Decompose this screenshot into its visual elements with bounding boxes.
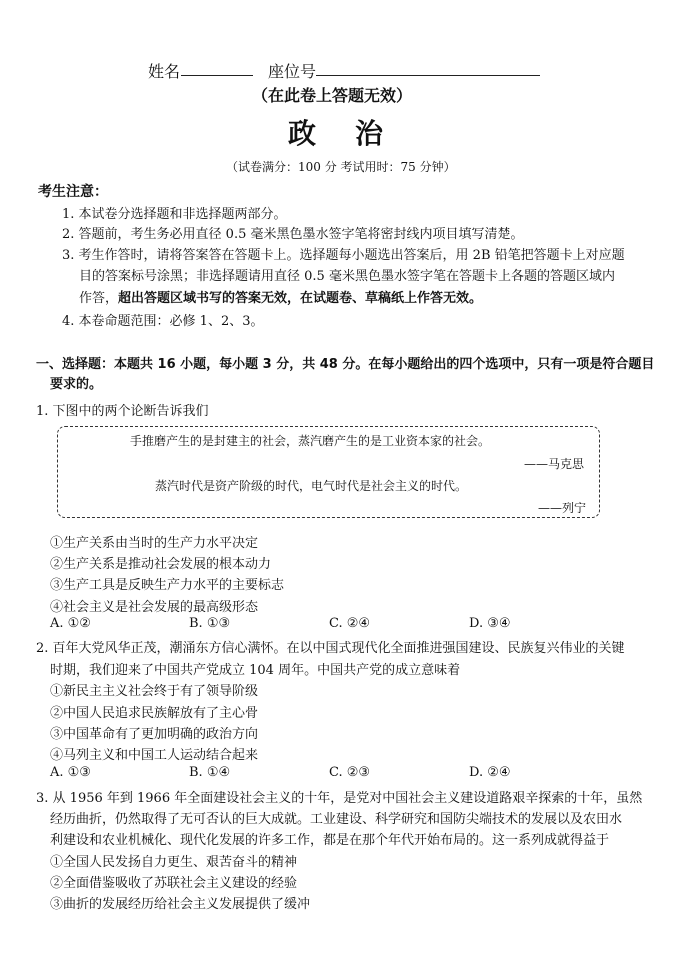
- q1-option-a[interactable]: A. ①②: [50, 616, 91, 631]
- q2-statement-3: ③中国革命有了更加明确的政治方向: [50, 727, 259, 742]
- subject-title: 政 治: [288, 117, 383, 150]
- q2-option-d[interactable]: D. ②④: [469, 765, 511, 780]
- q2-option-b[interactable]: B. ①④: [189, 765, 231, 780]
- q1-stem: 1. 下图中的两个论断告诉我们: [36, 404, 209, 419]
- q1-statement-4: ④社会主义是社会发展的最高级形态: [50, 600, 259, 615]
- seat-blank[interactable]: [316, 75, 540, 76]
- q2-option-c[interactable]: C. ②③: [329, 765, 371, 780]
- q3-stem-line2: 经历曲折，仍然取得了无可否认的巨大成就。工业建设、科学研究和国防尖端技术的发展以及农田水: [50, 812, 623, 827]
- notice-item-3-line3: [79, 287, 482, 306]
- q1-statement-3: ③生产工具是反映生产力水平的主要标志: [50, 578, 285, 593]
- q1-statement-1: ①生产关系由当时的生产力水平决定: [50, 536, 259, 551]
- notice-item-3-line2: 目的答案标号涂黑；非选择题请用直径 0.5 毫米黑色墨水签字笔在答题卡上各题的答题区域内: [79, 269, 615, 284]
- notice-title: 考生注意：: [38, 184, 108, 200]
- invalid-notice: （在此卷上答题无效）: [252, 86, 413, 105]
- q2-statement-1: ①新民主主义社会终于有了领导阶级: [50, 684, 259, 699]
- q3-statement-3: ③曲折的发展经历给社会主义发展提供了缓冲: [50, 897, 311, 912]
- q1-option-b[interactable]: B. ①③: [189, 616, 231, 631]
- notice-item-2: 2. 答题前，考生务必用直径 0.5 毫米黑色墨水签字笔将密封线内项目填写清楚。: [62, 227, 524, 242]
- section1-heading-cont: 要求的。: [50, 377, 103, 392]
- name-label: 姓名: [148, 62, 181, 81]
- q1-option-d[interactable]: D. ③④: [469, 616, 511, 631]
- exam-info: （试卷满分：100 分 考试用时：75 分钟）: [226, 160, 456, 174]
- q3-stem-line3: 利建设和农业机械化、现代化发展的许多工作，都是在那个年代开始布局的。这一系列成就得益于: [50, 833, 610, 848]
- q1-quote-lenin-author: ——列宁: [538, 501, 587, 515]
- q2-option-a[interactable]: A. ①③: [50, 765, 91, 780]
- q2-stem-line1: 2. 百年大党风华正茂，潮涌东方信心满怀。在以中国式现代化全面推进强国建设、民族复兴伟业的关键: [36, 641, 625, 656]
- q2-stem-line2: 时期，我们迎来了中国共产党成立 104 周年。中国共产党的成立意味着: [50, 663, 461, 678]
- q2-statement-4: ④马列主义和中国工人运动结合起来: [50, 748, 259, 763]
- q1-quote-marx-author: ——马克思: [524, 457, 585, 471]
- notice-item-3-line1: 3. 考生作答时，请将答案答在答题卡上。选择题每小题选出答案后，用 2B 铅笔把答题卡上对应题: [62, 248, 625, 263]
- q1-option-c[interactable]: C. ②④: [329, 616, 371, 631]
- q1-quote-marx: 手推磨产生的是封建主的社会，蒸汽磨产生的是工业资本家的社会。: [130, 434, 491, 448]
- notice-item-3-emphasis: 超出答题区域书写的答案无效，在试题卷、草稿纸上作答无效。: [118, 291, 483, 306]
- q3-statement-2: ②全面借鉴吸收了苏联社会主义建设的经验: [50, 876, 298, 891]
- q3-statement-1: ①全国人民发扬自力更生、艰苦奋斗的精神: [50, 855, 298, 870]
- q1-quote-lenin: 蒸汽时代是资产阶级的时代，电气时代是社会主义的时代。: [155, 479, 468, 493]
- name-blank[interactable]: [181, 75, 253, 76]
- q3-stem-line1: 3. 从 1956 年到 1966 年全面建设社会主义的十年，是党对中国社会主义建设道路艰辛探索的十年，虽然: [36, 791, 643, 806]
- notice-item-1: 1. 本试卷分选择题和非选择题两部分。: [62, 207, 287, 222]
- notice-item-4: 4. 本卷命题范围：必修 1、2、3。: [62, 314, 264, 329]
- q1-statement-2: ②生产关系是推动社会发展的根本动力: [50, 557, 272, 572]
- notice-item-3-plain: 作答，: [79, 291, 119, 306]
- seat-label: 座位号: [268, 62, 317, 81]
- section1-heading: 一、选择题：本题共 16 小题，每小题 3 分，共 48 分。在每小题给出的四个选项中，只有一项是符合题目: [36, 357, 655, 372]
- q2-statement-2: ②中国人民追求民族解放有了主心骨: [50, 706, 259, 721]
